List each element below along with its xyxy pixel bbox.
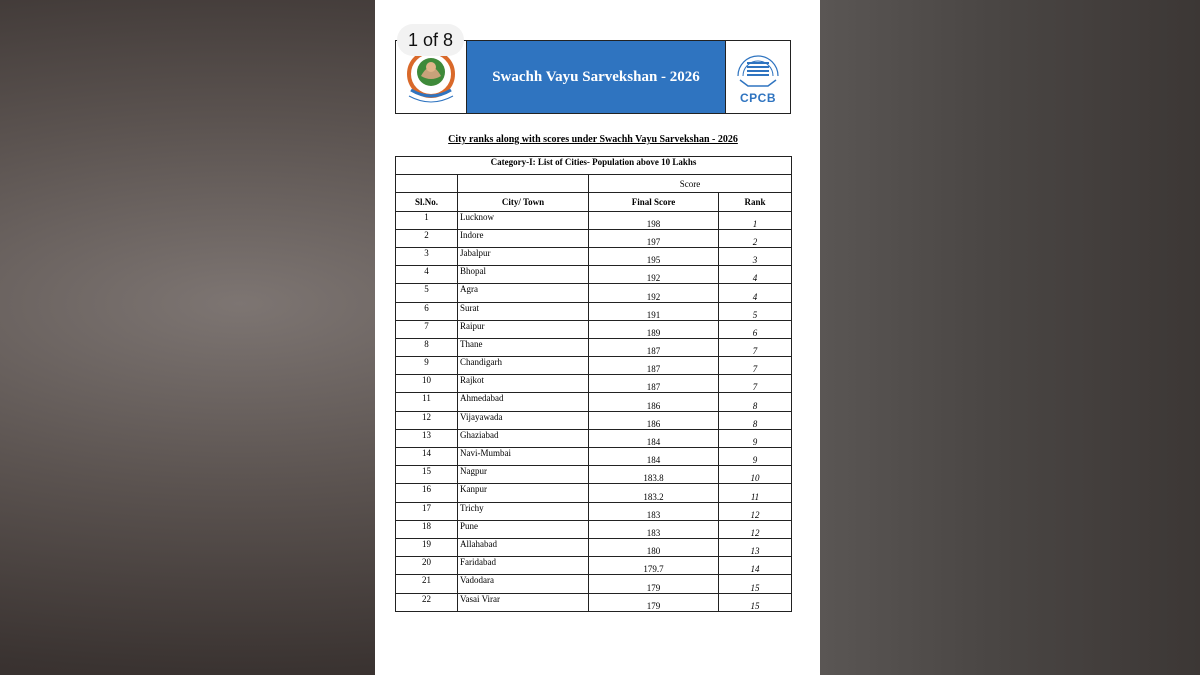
row-rank: 12 <box>719 520 792 538</box>
category-row <box>396 157 792 175</box>
row-final-score: 186 <box>589 393 719 411</box>
row-slno: 13 <box>396 429 458 447</box>
row-slno: 14 <box>396 448 458 466</box>
row-final-score: 192 <box>589 284 719 302</box>
table-row <box>396 320 792 338</box>
row-final-score: 197 <box>589 229 719 247</box>
column-header-row <box>396 193 792 211</box>
row-rank: 7 <box>719 375 792 393</box>
row-final-score: 189 <box>589 320 719 338</box>
row-rank: 6 <box>719 320 792 338</box>
row-rank: 2 <box>719 229 792 247</box>
page-indicator: 1 of 8 <box>397 24 464 56</box>
row-city: Agra <box>458 284 589 302</box>
row-rank: 12 <box>719 502 792 520</box>
table-row <box>396 466 792 484</box>
cpcb-logo <box>725 41 790 113</box>
row-final-score: 179 <box>589 575 719 593</box>
row-slno: 1 <box>396 211 458 229</box>
row-slno: 6 <box>396 302 458 320</box>
row-final-score: 183 <box>589 502 719 520</box>
row-rank: 3 <box>719 247 792 265</box>
row-slno: 15 <box>396 466 458 484</box>
table-row <box>396 375 792 393</box>
row-final-score: 187 <box>589 338 719 356</box>
row-slno: 10 <box>396 375 458 393</box>
table-row <box>396 429 792 447</box>
table-row <box>396 247 792 265</box>
row-rank: 14 <box>719 557 792 575</box>
row-rank: 1 <box>719 211 792 229</box>
table-row <box>396 266 792 284</box>
row-city: Chandigarh <box>458 357 589 375</box>
row-city: Rajkot <box>458 375 589 393</box>
table-row <box>396 302 792 320</box>
table-row <box>396 593 792 611</box>
row-final-score: 192 <box>589 266 719 284</box>
row-city: Pune <box>458 520 589 538</box>
row-final-score: 191 <box>589 302 719 320</box>
row-rank: 15 <box>719 593 792 611</box>
row-final-score: 183 <box>589 520 719 538</box>
row-final-score: 179.7 <box>589 557 719 575</box>
row-final-score: 179 <box>589 593 719 611</box>
table-row <box>396 557 792 575</box>
score-group-row <box>396 175 792 193</box>
row-slno: 11 <box>396 393 458 411</box>
score-group-header: Score <box>589 175 792 193</box>
row-city: Allahabad <box>458 538 589 556</box>
table-row <box>396 502 792 520</box>
row-rank: 15 <box>719 575 792 593</box>
row-final-score: 180 <box>589 538 719 556</box>
row-rank: 7 <box>719 357 792 375</box>
row-rank: 9 <box>719 429 792 447</box>
row-final-score: 184 <box>589 448 719 466</box>
row-slno: 19 <box>396 538 458 556</box>
row-city: Thane <box>458 338 589 356</box>
table-row <box>396 393 792 411</box>
row-city: Faridabad <box>458 557 589 575</box>
row-city: Kanpur <box>458 484 589 502</box>
row-final-score: 198 <box>589 211 719 229</box>
row-final-score: 186 <box>589 411 719 429</box>
row-city: Vijayawada <box>458 411 589 429</box>
row-rank: 10 <box>719 466 792 484</box>
row-slno: 18 <box>396 520 458 538</box>
row-slno: 8 <box>396 338 458 356</box>
table-row <box>396 357 792 375</box>
col-header-rank: Rank <box>719 193 792 211</box>
empty-cell <box>458 175 589 193</box>
row-slno: 3 <box>396 247 458 265</box>
row-final-score: 187 <box>589 357 719 375</box>
row-slno: 12 <box>396 411 458 429</box>
city-ranks-table <box>395 156 792 612</box>
row-slno: 7 <box>396 320 458 338</box>
row-rank: 13 <box>719 538 792 556</box>
row-city: Vasai Virar <box>458 593 589 611</box>
empty-cell <box>396 175 458 193</box>
row-rank: 9 <box>719 448 792 466</box>
row-slno: 17 <box>396 502 458 520</box>
row-final-score: 183.2 <box>589 484 719 502</box>
table-row <box>396 520 792 538</box>
col-header-final-score: Final Score <box>589 193 719 211</box>
document-subtitle: City ranks along with scores under Swachh Vayu Sarvekshan - 2026 <box>448 134 738 145</box>
row-rank: 7 <box>719 338 792 356</box>
row-rank: 8 <box>719 393 792 411</box>
row-city: Ghaziabad <box>458 429 589 447</box>
row-city: Raipur <box>458 320 589 338</box>
row-final-score: 184 <box>589 429 719 447</box>
table-row <box>396 448 792 466</box>
row-slno: 2 <box>396 229 458 247</box>
row-city: Indore <box>458 229 589 247</box>
row-slno: 4 <box>396 266 458 284</box>
row-rank: 11 <box>719 484 792 502</box>
row-rank: 4 <box>719 266 792 284</box>
row-rank: 8 <box>719 411 792 429</box>
row-slno: 5 <box>396 284 458 302</box>
table-row <box>396 284 792 302</box>
row-slno: 20 <box>396 557 458 575</box>
row-city: Ahmedabad <box>458 393 589 411</box>
table-row <box>396 229 792 247</box>
category-title: Category-I: List of Cities- Population above 10 Lakhs <box>396 157 792 175</box>
cpcb-logo-text: CPCB <box>739 90 776 105</box>
row-city: Surat <box>458 302 589 320</box>
row-city: Trichy <box>458 502 589 520</box>
row-slno: 21 <box>396 575 458 593</box>
row-slno: 16 <box>396 484 458 502</box>
row-city: Vadodara <box>458 575 589 593</box>
row-city: Jabalpur <box>458 247 589 265</box>
col-header-slno: Sl.No. <box>396 193 458 211</box>
row-final-score: 183.8 <box>589 466 719 484</box>
row-city: Bhopal <box>458 266 589 284</box>
row-slno: 22 <box>396 593 458 611</box>
background-right <box>820 0 1200 675</box>
cpcb-logo-icon <box>734 50 782 90</box>
col-header-city: City/ Town <box>458 193 589 211</box>
table-row <box>396 411 792 429</box>
table-row <box>396 338 792 356</box>
row-city: Nagpur <box>458 466 589 484</box>
banner-title: Swachh Vayu Sarvekshan - 2026 <box>492 68 700 85</box>
header-banner <box>467 41 725 113</box>
row-final-score: 187 <box>589 375 719 393</box>
table-row <box>396 575 792 593</box>
table-row <box>396 484 792 502</box>
row-rank: 4 <box>719 284 792 302</box>
row-city: Lucknow <box>458 211 589 229</box>
row-final-score: 195 <box>589 247 719 265</box>
row-rank: 5 <box>719 302 792 320</box>
row-slno: 9 <box>396 357 458 375</box>
table-row <box>396 538 792 556</box>
table-row <box>396 211 792 229</box>
row-city: Navi-Mumbai <box>458 448 589 466</box>
